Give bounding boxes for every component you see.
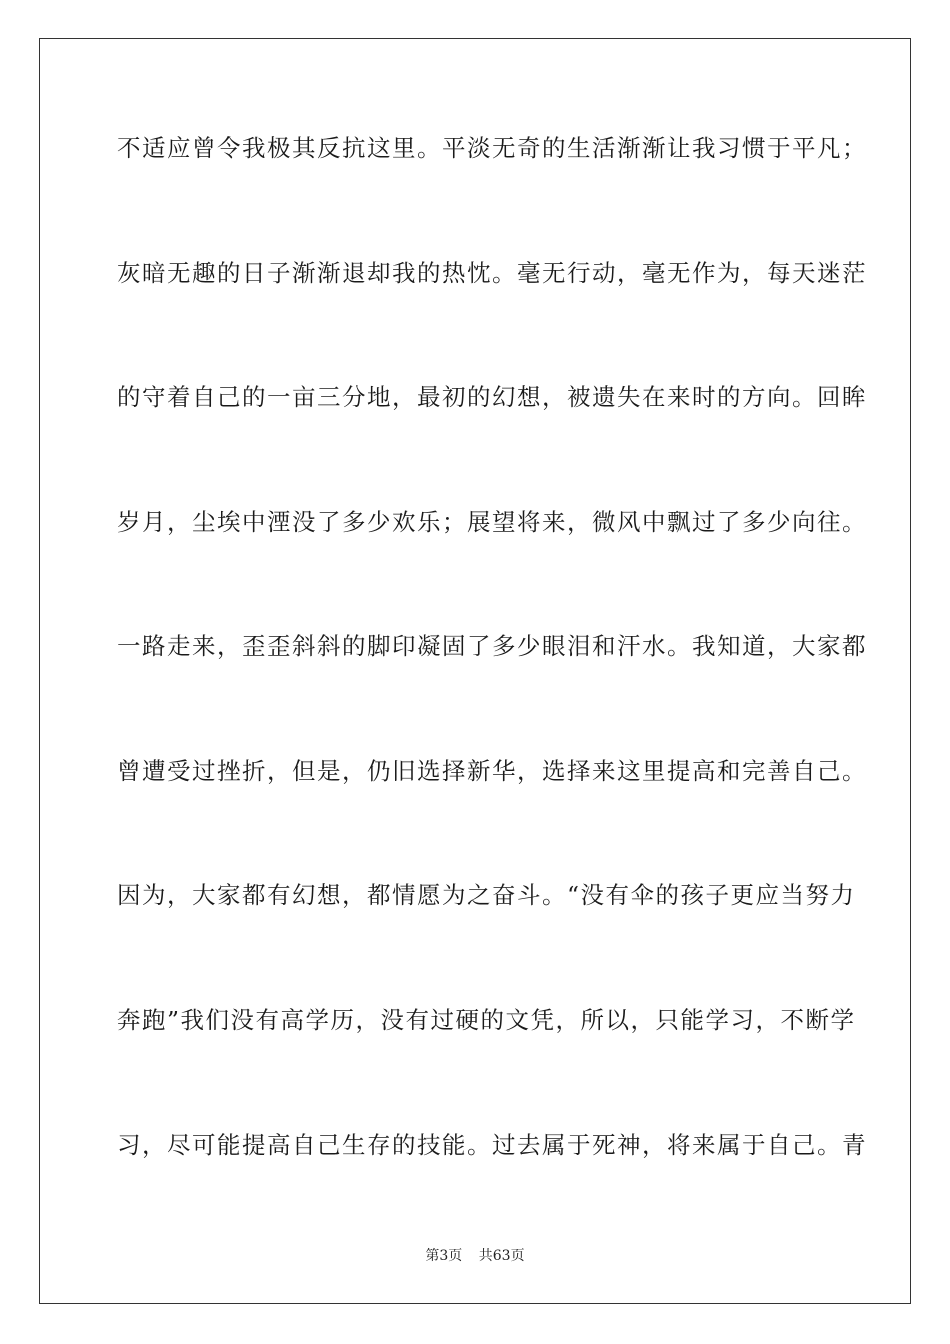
page-footer (0, 1247, 950, 1265)
body-text-line: 灰暗无趣的日子渐渐退却我的热忱。毫无行动，毫无作为，每天迷茫 (117, 259, 867, 287)
body-text-line: 的守着自己的一亩三分地，最初的幻想，被遗失在来时的方向。回眸 (117, 383, 867, 411)
page-border (39, 38, 911, 1304)
page-total: 共63页 (478, 1248, 525, 1264)
body-text-line: 奔跑”我们没有高学历，没有过硬的文凭，所以，只能学习，不断学 (117, 1006, 856, 1034)
body-text-line: 岁月，尘埃中湮没了多少欢乐；展望将来，微风中飘过了多少向往。 (117, 508, 867, 536)
body-text-line: 因为，大家都有幻想，都情愿为之奋斗。“没有伞的孩子更应当努力 (117, 881, 856, 909)
body-text-line: 曾遭受过挫折，但是，仍旧选择新华，选择来这里提高和完善自己。 (117, 757, 867, 785)
body-text-line: 不适应曾令我极其反抗这里。平淡无奇的生活渐渐让我习惯于平凡； (117, 134, 867, 162)
page-number: 第3页 (425, 1248, 463, 1264)
body-text-line: 习，尽可能提高自己生存的技能。过去属于死神，将来属于自己。青 (117, 1131, 867, 1159)
body-text-line: 一路走来，歪歪斜斜的脚印凝固了多少眼泪和汗水。我知道，大家都 (117, 632, 867, 660)
